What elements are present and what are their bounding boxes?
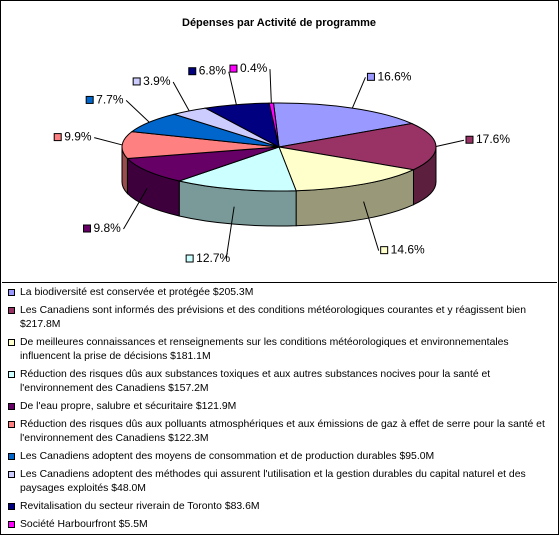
legend-swatch <box>8 307 15 314</box>
legend-list <box>2 283 557 532</box>
legend-swatch <box>8 289 15 296</box>
pie-tops <box>122 103 436 191</box>
legend-item <box>8 286 551 300</box>
leader-line <box>352 77 365 108</box>
legend-label: Les Canadiens adoptent des méthodes qui assurent l'utilisation et la gestion durables du capital naturel et des paysages exploités $48.0M <box>20 469 526 494</box>
leader-line <box>126 100 149 122</box>
legend-label: Revitalisation du secteur riverain de Toronto $83.6M <box>20 501 260 512</box>
legend-item <box>8 468 551 496</box>
legend-item <box>8 400 551 414</box>
legend-label: La biodiversité est conservée et protégée $205.3M <box>20 287 254 298</box>
percent-label: 6.8% <box>198 63 227 78</box>
legend-swatch <box>8 339 15 346</box>
percent-label: 9.8% <box>93 221 121 236</box>
legend-swatch <box>8 403 15 410</box>
percent-label: 7.7% <box>96 92 124 107</box>
label-swatch <box>186 255 193 262</box>
legend-label: Société Harbourfront $5.5M <box>20 519 148 530</box>
percent-label: 3.9% <box>143 73 171 88</box>
legend-item <box>8 304 551 332</box>
legend-swatch <box>8 471 15 478</box>
label-swatch <box>133 78 140 85</box>
label-swatch <box>466 136 473 143</box>
chart-title: Dépenses par Activité de programme <box>182 17 376 29</box>
label-swatch <box>367 73 374 80</box>
percent-label: 14.6% <box>390 242 425 257</box>
leader-line <box>94 138 122 145</box>
label-swatch <box>381 247 388 254</box>
legend-label: De l'eau propre, salubre et sécuritaire $121.9M <box>20 401 237 412</box>
plot-area <box>2 2 557 282</box>
leader-line <box>173 82 189 111</box>
percent-label: 16.6% <box>377 69 412 84</box>
legend-swatch <box>8 521 15 528</box>
legend-label: Les Canadiens sont informés des prévisions et des conditions météorologiques courantes et y réagissent bien $217.8M <box>20 305 526 330</box>
legend-item <box>8 418 551 446</box>
label-swatch <box>230 65 237 72</box>
legend-label: De meilleures connaissances et renseignements sur les conditions météorologiques et environnementales influencent la prise de décisions $181.1M <box>20 337 509 362</box>
label-swatch <box>86 96 93 103</box>
label-swatch <box>54 134 61 141</box>
legend-item <box>8 500 551 514</box>
label-swatch <box>84 225 91 232</box>
legend-label: Réduction des risques dûs aux polluants atmosphériques et aux émissions de gaz à effet de serre pour la santé et l'environnement des Canadiens $122.3M <box>20 419 545 444</box>
legend-swatch <box>8 503 15 510</box>
pie-chart <box>2 2 557 282</box>
percent-label: 9.9% <box>64 129 92 144</box>
legend-item <box>8 336 551 364</box>
legend-swatch <box>8 371 15 378</box>
legend-item <box>8 368 551 396</box>
legend-label: Réduction des risques dûs aux substances toxiques et aux autres substances nocives pour la santé et l'environnement des Canadiens $157.2M <box>20 369 491 394</box>
legend-swatch <box>8 453 15 460</box>
legend-item <box>8 450 551 464</box>
percent-label: 0.4% <box>239 61 268 76</box>
leader-line <box>229 72 237 105</box>
leader-line <box>436 140 464 146</box>
legend-label: Les Canadiens adoptent des moyens de consommation et de production durables $95.0M <box>20 451 435 462</box>
legend-item <box>8 518 551 532</box>
percent-label: 17.6% <box>475 132 511 147</box>
leader-line <box>270 69 271 103</box>
label-swatch <box>189 68 196 75</box>
legend <box>2 282 557 535</box>
percent-label: 12.7% <box>196 250 231 265</box>
legend-swatch <box>8 421 15 428</box>
